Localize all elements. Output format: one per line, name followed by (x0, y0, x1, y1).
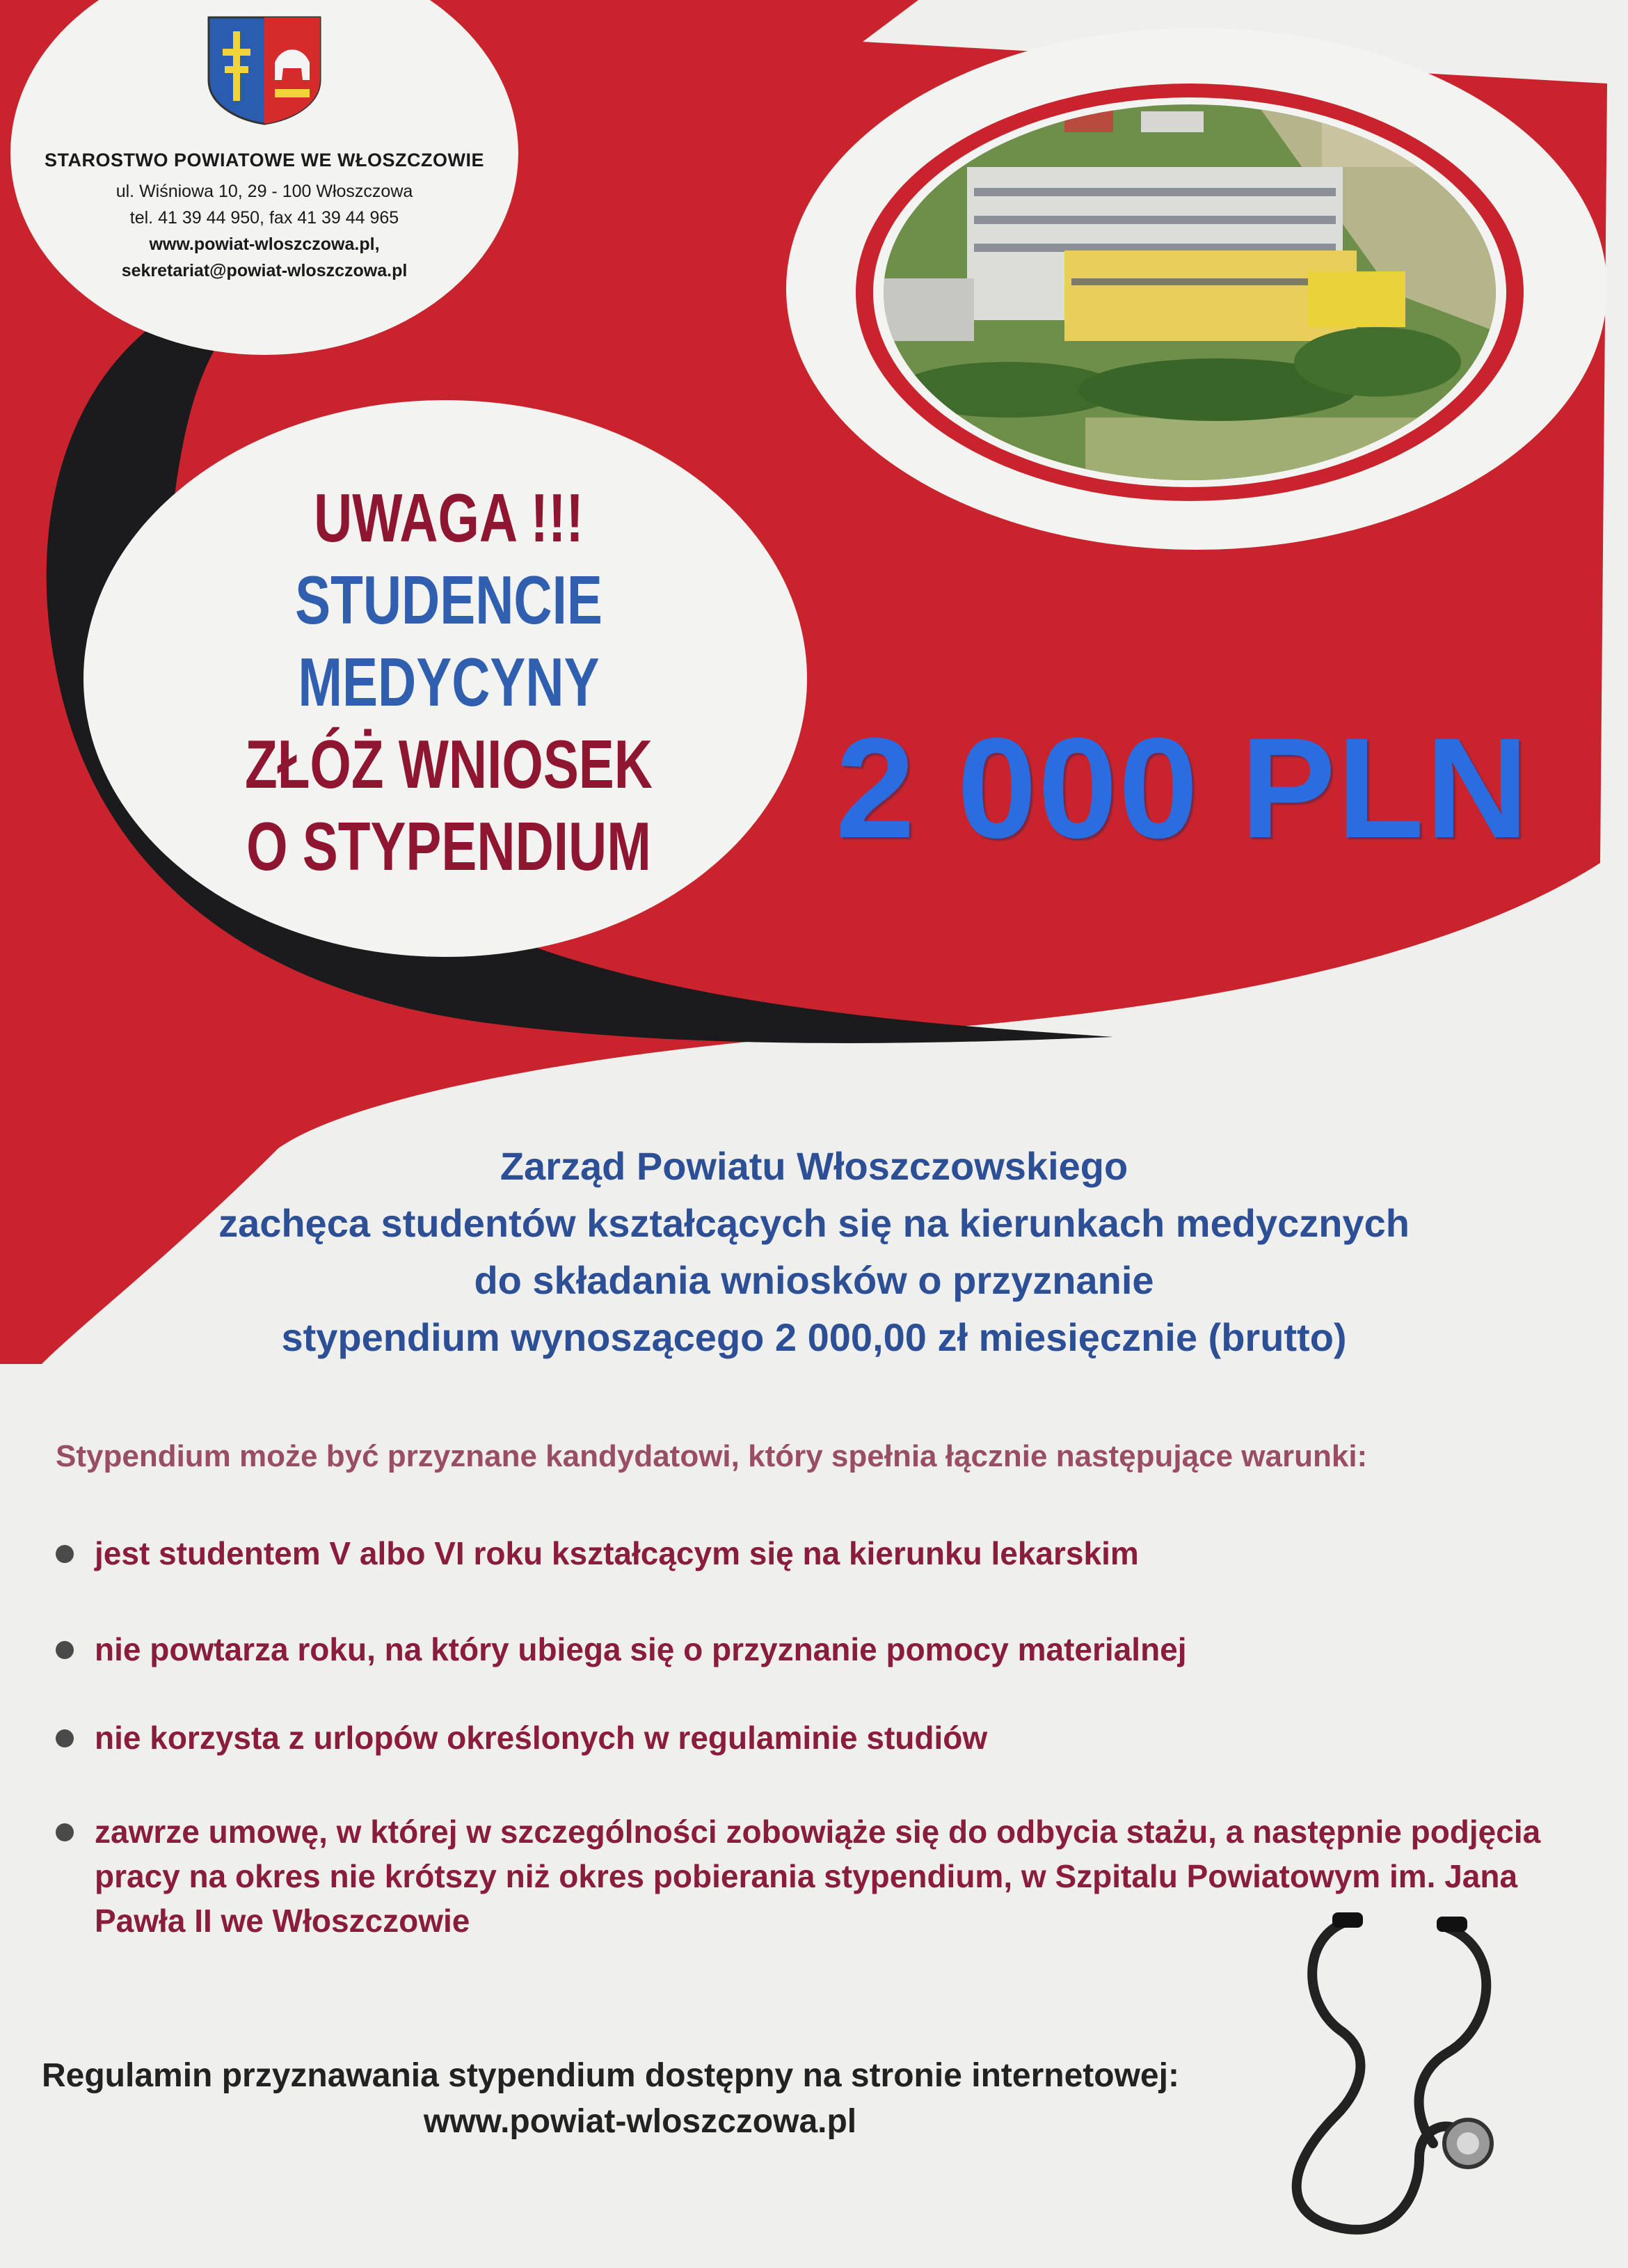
office-phone: tel. 41 39 44 950, fax 41 39 44 965 (129, 208, 399, 228)
intro-line-1: Zarząd Powiatu Włoszczowskiego (500, 1144, 1128, 1188)
title-line-apply: ZŁÓŻ WNIOSEK (245, 726, 653, 802)
footer-note (42, 2053, 1238, 2145)
condition-item (56, 1531, 1586, 1576)
condition-text: nie korzysta z urlopów określonych w regulaminie studiów (95, 1720, 988, 1756)
condition-text: zawrze umowę, w której w szczególności zobowiąże się do odbycia stażu, a następnie podjęcia pracy na okres nie krótszy niż okres pobierania stypendium, w Szpitalu Powiatowym im. Jana Pawła II we Włoszczowie (95, 1814, 1541, 1939)
intro-line-4: stypendium wynoszącego 2 000,00 zł miesięcznie (brutto) (281, 1315, 1347, 1359)
condition-item (56, 1715, 1586, 1760)
office-name: STAROSTWO POWIATOWE WE WŁOSZCZOWIE (45, 150, 484, 171)
bullet-icon (56, 1823, 74, 1841)
title-line-attention: UWAGA !!! (314, 479, 584, 556)
office-contact-block (42, 143, 487, 284)
bullet-icon (56, 1641, 74, 1659)
bullet-icon (56, 1729, 74, 1747)
title-line-scholarship: O STYPENDIUM (246, 808, 651, 885)
condition-item (56, 1627, 1586, 1672)
poster-title (191, 477, 707, 887)
title-line-students: STUDENCIE MEDYCYNY (295, 562, 602, 720)
footer-website-link[interactable]: www.powiat-wloszczowa.pl (423, 2103, 857, 2140)
bullet-icon (56, 1545, 74, 1563)
office-website[interactable]: www.powiat-wloszczowa.pl, (149, 235, 380, 254)
office-address: ul. Wiśniowa 10, 29 - 100 Włoszczowa (115, 182, 413, 201)
coat-of-arms (205, 14, 324, 125)
office-email[interactable]: sekretariat@powiat-wloszczowa.pl (121, 261, 408, 280)
footer-regulation-text: Regulamin przyznawania stypendium dostępny na stronie internetowej: (42, 2057, 1179, 2094)
intro-text (139, 1138, 1489, 1366)
condition-text: nie powtarza roku, na który ubiega się o przyznanie pomocy materialnej (95, 1631, 1187, 1667)
scholarship-amount: 2 000 PLN (836, 708, 1530, 868)
conditions-heading: Stypendium może być przyznane kandydatowi, który spełnia łącznie następujące warunki: (56, 1439, 1368, 1473)
intro-line-2: zachęca studentów kształcących się na kierunkach medycznych (218, 1201, 1410, 1245)
intro-line-3: do składania wniosków o przyznanie (474, 1258, 1154, 1302)
condition-text: jest studentem V albo VI roku kształcącym się na kierunku lekarskim (95, 1535, 1139, 1571)
stethoscope-icon (1238, 1907, 1572, 2241)
